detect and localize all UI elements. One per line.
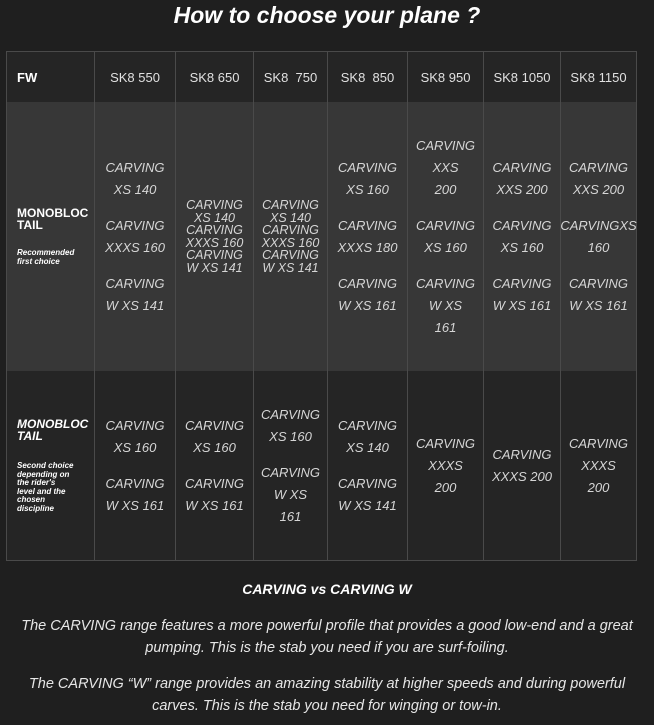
row-header-monobloc-second-choice [7,371,95,560]
row-title-line2: TAIL [17,429,43,443]
row-header-monobloc-recommended [7,102,95,371]
row-title-line2: TAIL [17,218,43,232]
cell-line: CARVING [338,475,397,491]
cell-line: W XS 161 [105,497,165,513]
cell-line: W XS 161 [569,297,628,313]
column-header-sk8-950: SK8 950 [408,52,484,102]
row-title-line1: MONOBLOC [17,206,89,220]
table-cell [561,102,636,371]
cell-line: CARVING [338,159,397,175]
cell-line: CARVING [492,217,552,233]
cell-line: CARVING [416,137,475,153]
table-cell [328,102,408,371]
cell-line: XXXS [428,457,463,473]
cell-line: CARVING [338,217,397,233]
table-cell [254,371,328,560]
cell-line: CARVING [105,417,165,433]
cell-line: 161 [279,508,302,524]
table-header-row [7,52,636,102]
cell-line: W XS 141 [338,497,397,513]
cell-line: XS 160 [424,239,467,255]
cell-line: CARVING [569,435,628,451]
table-cell [484,371,561,560]
plane-selection-table [6,51,637,561]
table-cell [176,102,254,371]
cell-line: CARVINGXS [560,217,637,233]
cell-line: 160 [587,239,610,255]
cell-line: XS 160 [193,439,236,455]
carving-w-description: The CARVING “W” range provides an amazing stability at higher speeds and during powerful carves. This is the stab you need for winging or tow-in. [28,676,626,714]
cell-line: CARVING [105,475,165,491]
cell-line: CARVING [492,159,552,175]
cell-line: XXXS 160 [261,235,320,250]
cell-line: XS 140 [113,181,157,197]
row-title-line1: MONOBLOC [17,417,89,431]
table-cell [484,102,561,371]
cell-line: XXXS 160 [185,235,244,250]
cell-line: CARVING [416,275,475,291]
cell-line: 200 [434,181,457,197]
table-row-monobloc-recommended [7,102,636,371]
cell-line: CARVING [416,217,475,233]
cell-line: W XS 161 [185,497,244,513]
table-cell [95,371,176,560]
cell-line: W XS 161 [492,297,552,313]
cell-line: CARVING [185,475,244,491]
table-cell [95,102,176,371]
cell-line: CARVING [185,417,244,433]
cell-line: XS 140 [269,210,311,225]
cell-line: W XS 161 [338,297,397,313]
cell-line: W XS 141 [105,297,165,313]
cell-line: 200 [587,479,610,495]
cell-line: CARVING [261,406,320,422]
cell-line: CARVING [261,464,320,480]
comparison-heading: CARVING vs CARVING W [242,581,412,597]
cell-line: CARVING [262,223,319,237]
column-header-sk8-550: SK8 550 [95,52,176,102]
table-cell [328,371,408,560]
table-cell [408,102,484,371]
cell-line: CARVING [416,435,475,451]
fw-label: FW [17,69,38,85]
cell-line: XXS [432,159,459,175]
cell-line: XXXS 180 [337,239,398,255]
cell-line: XXS 200 [572,181,625,197]
table-cell [176,371,254,560]
row-note: Second choice depending on the rider's level and the chosen discipline [17,461,74,513]
cell-line: CARVING [569,159,628,175]
cell-line: CARVING [186,198,243,212]
cell-line: XS 140 [346,439,389,455]
cell-line: XXXS 200 [492,468,552,484]
header-corner-cell [7,52,95,102]
cell-line: CARVING [105,217,165,233]
cell-line: 161 [434,319,457,335]
cell-line: CARVING [262,248,319,262]
cell-line: CARVING [105,275,165,291]
column-header-sk8-750: SK8 750 [254,52,328,102]
cell-line: CARVING [569,275,628,291]
column-header-sk8-650: SK8 650 [176,52,254,102]
cell-line: 200 [434,479,457,495]
row-note: Recommended first choice [17,248,75,266]
table-cell [561,371,636,560]
cell-line: CARVING [186,248,243,262]
carving-description: The CARVING range features a more powerful profile that provides a good low-end and a great pumping. This is the stab you need if you are surf-foiling. [21,618,633,656]
cell-line: XXXS [581,457,616,473]
cell-line: CARVING [492,275,552,291]
page-title: How to choose your plane ? [173,2,481,28]
table-row-monobloc-second-choice [7,371,636,560]
cell-line: CARVING [338,417,397,433]
column-header-sk8-1150: SK8 1150 [570,69,627,85]
cell-line: W XS [428,297,463,313]
cell-line: CARVING [186,223,243,237]
cell-line: CARVING [492,446,552,462]
cell-line: XS 140 [193,210,235,225]
cell-line: CARVING [262,198,319,212]
cell-line: XXS 200 [496,181,548,197]
cell-line: XS 160 [500,239,544,255]
cell-line: W XS [273,486,308,502]
cell-line: XXXS 160 [105,239,165,255]
cell-line: XS 160 [113,439,157,455]
cell-line: CARVING [105,159,165,175]
cell-line: XS 160 [346,181,389,197]
cell-line: XS 160 [269,428,312,444]
table-cell [408,371,484,560]
cell-line: CARVING [338,275,397,291]
column-header-sk8-1050: SK8 1050 [484,52,561,102]
cell-line: W XS 141 [186,260,243,275]
column-header-sk8-850: SK8 850 [328,52,408,102]
table-cell [254,102,328,371]
cell-line: W XS 141 [262,260,319,275]
